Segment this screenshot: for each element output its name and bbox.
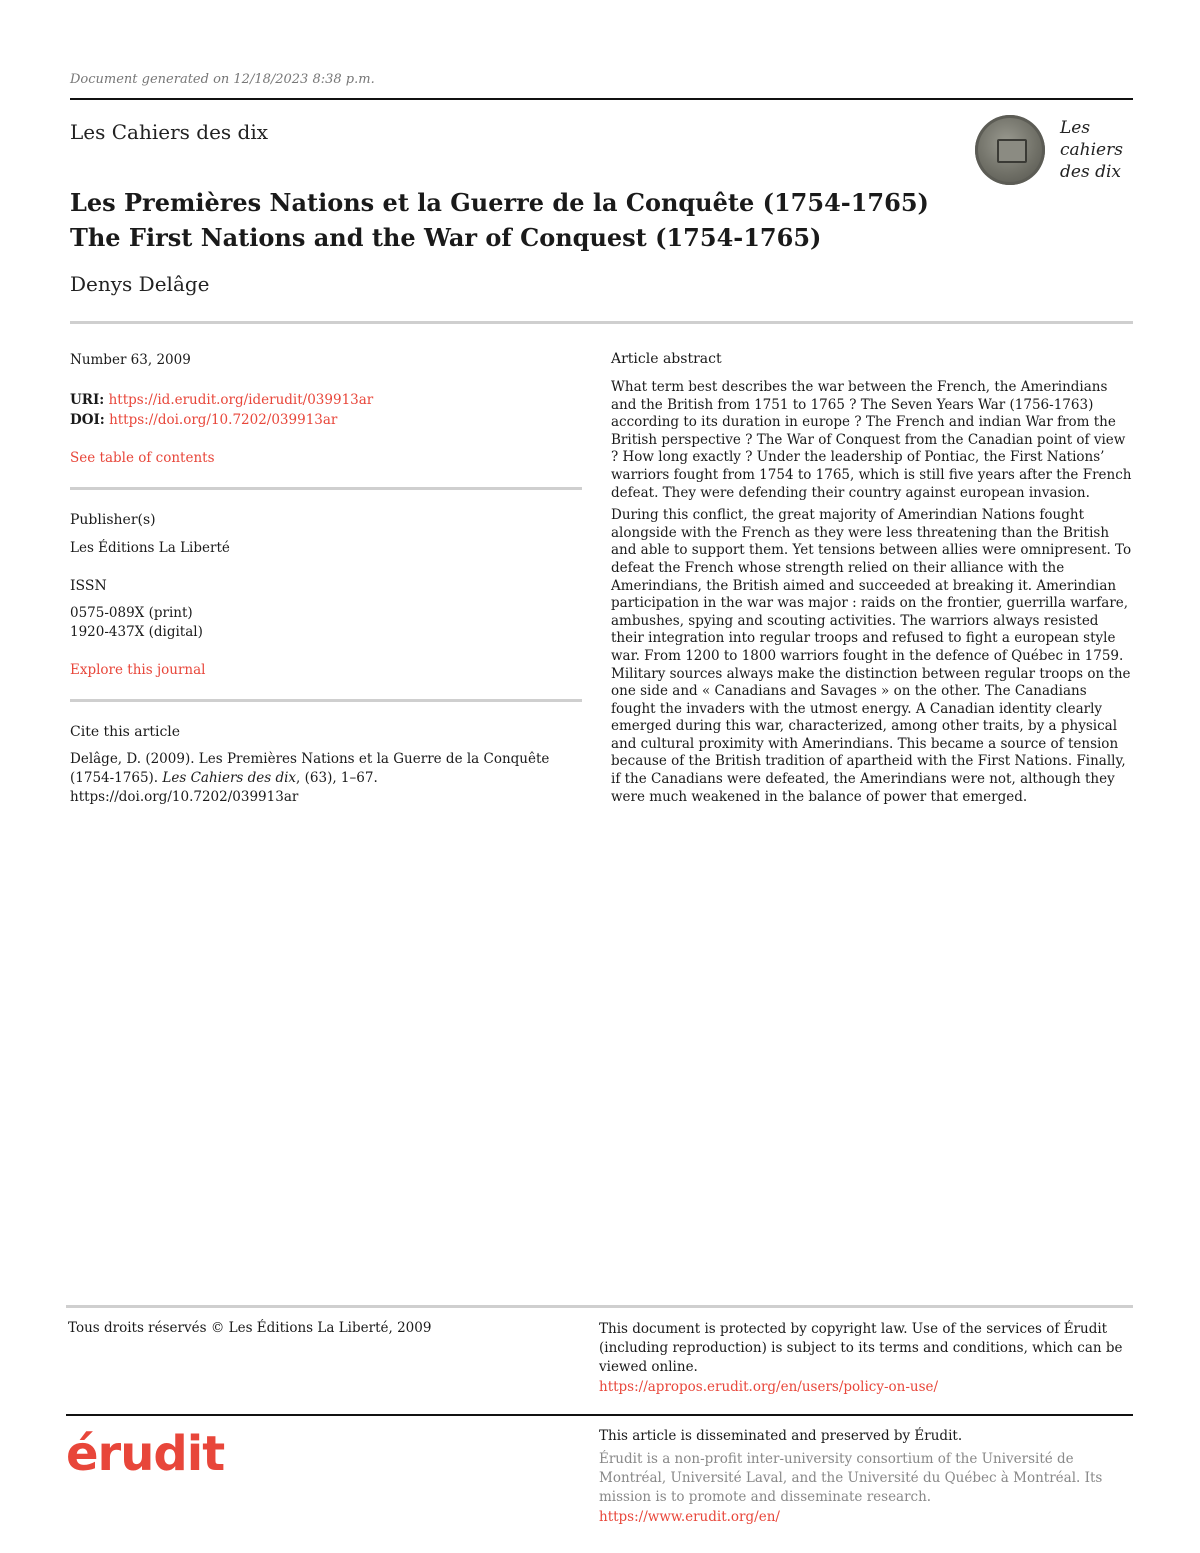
cite-label: Cite this article: [70, 724, 181, 740]
erudit-logo: érudit: [66, 1426, 225, 1482]
title-en: The First Nations and the War of Conquest (1754-1765): [70, 223, 822, 252]
divider: [70, 699, 582, 702]
citation: Delâge, D. (2009). Les Premières Nations et la Guerre de la Conquête (1754-1765). Les Cahiers des dix, (63), 1–67. https://doi.org/10.7202/039913ar: [70, 751, 550, 805]
rights: Tous droits réservés © Les Éditions La Liberté, 2009: [68, 1320, 432, 1336]
doi-line: DOI: https://doi.org/10.7202/039913ar: [70, 412, 338, 428]
author: Denys Delâge: [70, 272, 210, 296]
publisher: Les Éditions La Liberté: [70, 540, 230, 556]
generated-date: Document generated on 12/18/2023 8:38 p.m.: [70, 72, 375, 87]
abstract-paragraph: During this conflict, the great majority of Amerindian Nations fought alongside with the French as they were less threatening than the British and able to support them. Yet tensions between allies were omnipresent. To defeat the French whose strength relied on their alliance with the Amerindians, the British aimed and succeeded at breaking it. Amerindian participation in the war was major : raids on the frontier, guerrilla warfare, ambushes, spying and scouting activities. The warriors always resisted their integration into regular troops and refused to fight a european style war. From 1200 to 1800 warriors fought in the defence of Québec in 1759. Military sources always make the distinction between regular troops on the one side and « Canadians and Savages » on the other. The Canadians fought the invaders with the utmost energy. A Canadian identity clearly emerged during this war, characterized, among other traits, by a physical and cultural proximity with Amerindians. This became a source of tension because of the British tradition of apartheid with the First Nations. Finally, if the Canadians were defeated, the Amerindians were not, although they were much weakened in the balance of power that emerged.: [611, 507, 1132, 805]
issn-digital: 1920-437X (digital): [70, 624, 203, 640]
toc-link[interactable]: See table of contents: [70, 450, 215, 466]
uri-link[interactable]: https://id.erudit.org/iderudit/039913ar: [108, 392, 374, 408]
journal-name: Les Cahiers des dix: [70, 120, 268, 144]
abstract-label: Article abstract: [611, 351, 722, 367]
erudit-link[interactable]: https://www.erudit.org/en/: [599, 1509, 780, 1525]
divider: [70, 321, 1133, 324]
top-rule: [70, 98, 1133, 100]
seal-icon: [975, 115, 1045, 185]
uri-line: URI: https://id.erudit.org/iderudit/039913ar: [70, 392, 374, 408]
copyright-notice: This document is protected by copyright law. Use of the services of Érudit (including reproduction) is subject to its terms and conditions, which can be viewed online.: [599, 1321, 1123, 1375]
doi-link[interactable]: https://doi.org/10.7202/039913ar: [109, 412, 338, 428]
journal-logo: Les cahiers des dix: [975, 115, 1135, 187]
publisher-label: Publisher(s): [70, 512, 156, 528]
abstract-body: [611, 379, 1133, 811]
footer-rule: [66, 1414, 1133, 1416]
explore-link[interactable]: Explore this journal: [70, 662, 206, 678]
title-fr: Les Premières Nations et la Guerre de la Conquête (1754-1765): [70, 188, 929, 217]
issue-number: Number 63, 2009: [70, 352, 191, 368]
issn-label: ISSN: [70, 578, 107, 594]
divider: [66, 1305, 1133, 1308]
issn-print: 0575-089X (print): [70, 605, 193, 621]
disseminated: This article is disseminated and preserved by Érudit.: [599, 1428, 963, 1444]
policy-link[interactable]: https://apropos.erudit.org/en/users/policy-on-use/: [599, 1379, 939, 1395]
divider: [70, 487, 582, 490]
abstract-paragraph: What term best describes the war between the French, the Amerindians and the British from 1751 to 1765 ? The Seven Years War (1756-1763) according to its duration in europe ? The French and indian War from the British perspective ? The War of Conquest from the Canadian point of view ? How long exactly ? Under the leadership of Pontiac, the First Nations’ warriors fought from 1754 to 1765, which is still five years after the French defeat. They were defending their country against european invasion.: [611, 379, 1132, 501]
erudit-description: Érudit is a non-profit inter-university consortium of the Université de Montréal, Université Laval, and the Université du Québec à Montréal. Its mission is to promote and disseminate research.: [599, 1451, 1103, 1505]
article-title: [70, 185, 929, 255]
